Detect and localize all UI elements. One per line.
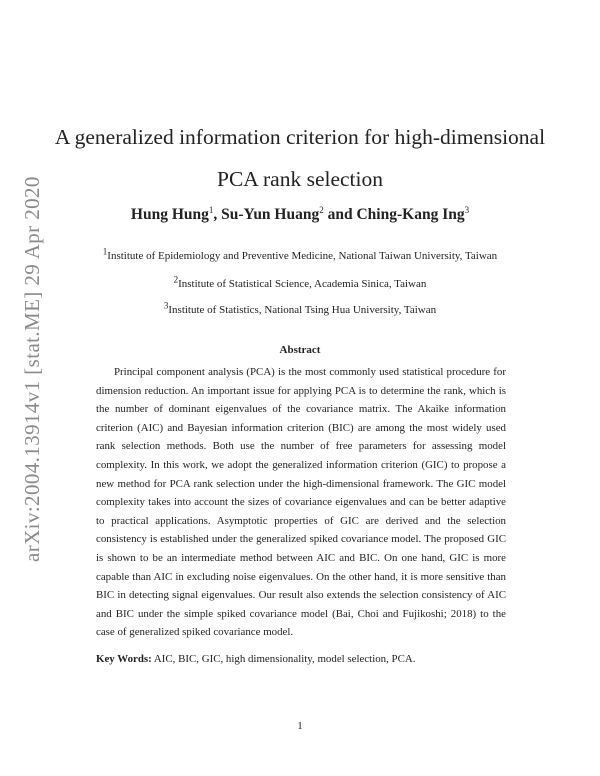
author-separator: ,	[213, 206, 222, 223]
affiliation-mark: 2	[173, 274, 179, 285]
affiliation-3	[40, 300, 560, 316]
author-name: Ching-Kang Ing	[356, 206, 465, 223]
paper-title-line-2: PCA rank selection	[216, 167, 383, 191]
paper-title	[40, 116, 560, 200]
affiliation-text: Institute of Statistics, National Tsing Hua University, Taiwan	[168, 304, 437, 316]
author-affiliation-mark: 1	[208, 204, 214, 215]
author-list	[40, 206, 560, 224]
affiliation-mark: 3	[163, 300, 169, 311]
author-name: Hung Hung	[130, 206, 209, 223]
paper-title-line-1: A generalized information criterion for high-dimensional	[54, 125, 546, 149]
keywords-line	[96, 653, 516, 665]
affiliation-1	[40, 246, 560, 262]
author-name: Su-Yun Huang	[221, 206, 320, 223]
page-number: 1	[297, 720, 303, 732]
affiliation-text: Institute of Statistical Science, Academia Sinica, Taiwan	[178, 278, 427, 290]
arxiv-identifier-stamp: arXiv:2004.13914v1 [stat.ME] 29 Apr 2020	[20, 176, 44, 562]
keywords-text: AIC, BIC, GIC, high dimensionality, model selection, PCA.	[151, 653, 416, 665]
author-affiliation-mark: 2	[319, 204, 324, 215]
affiliation-text: Institute of Epidemiology and Preventive Medicine, National Taiwan University, Taiwan	[107, 250, 498, 262]
author-affiliation-mark: 3	[464, 204, 470, 215]
affiliation-2	[40, 274, 560, 290]
author-separator: and	[323, 206, 357, 223]
abstract-heading: Abstract	[279, 344, 321, 356]
affiliation-mark: 1	[102, 246, 108, 257]
keywords-label: Key Words:	[96, 653, 152, 665]
abstract-body: Principal component analysis (PCA) is the most commonly used statistical procedure for dimension reduction. An important issue for applying PCA is to determine the rank, which is the number of dominant eigenvalues of the covariance matrix. The Akaike information criterion (AIC) and Bayesian information criterion (BIC) are among the most widely used rank selection methods. Both use the number of free parameters for assessing model complexity. In this work, we adopt the generalized information criterion (GIC) to propose a new method for PCA rank selection under the high-dimensional framework. The GIC model complexity takes into account the sizes of covariance eigenvalues and can be better adaptive to practical applications. Asymptotic properties of GIC are derived and the selection consistency is established under the generalized spiked covariance model. The proposed GIC is shown to be an intermediate method between AIC and BIC. On one hand, GIC is more capable than AIC in excluding noise eigenvalues. On the other hand, it is more sensitive than BIC in detecting signal eigenvalues. Our result also extends the selection consistency of AIC and BIC under the simple spiked covariance model (Bai, Choi and Fujikoshi; 2018) to the case of generalized spiked covariance model.	[96, 366, 506, 639]
